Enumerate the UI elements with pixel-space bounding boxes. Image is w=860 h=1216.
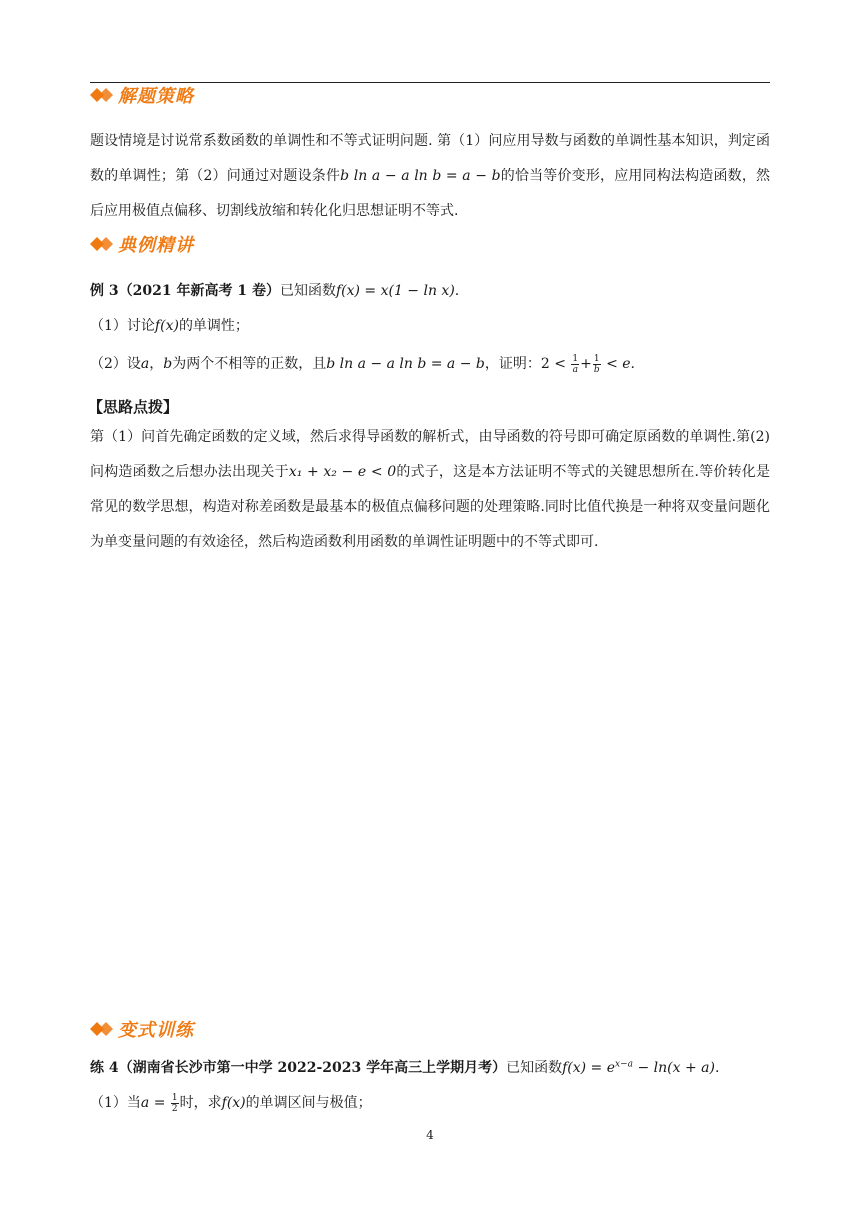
text-segment: . [714,1060,720,1076]
text-segment: （1）讨论 [90,318,155,334]
double-diamond-icon [90,87,114,103]
math-var-a: a [140,356,150,372]
text-segment: （2）设 [90,356,141,372]
page-number: 4 [426,1128,434,1142]
fraction-numerator: 1 [171,1092,178,1103]
fraction-denominator: 2 [171,1103,178,1114]
double-diamond-icon [90,236,114,252]
math-expression: x₁ + x₂ − e < 0 [288,464,397,480]
text-segment: 为两个不相等的正数，且 [172,356,327,372]
text-segment: 的恰当等价变形，应用同构法构造函数，然后应用极值点偏移、切割线放缩和转化化归思想证明不等式. [90,168,771,219]
text-segment: 已知函数 [506,1060,563,1076]
fraction-numerator: 1 [593,353,600,364]
math-exponent: x−a [615,1059,634,1070]
math-condition: b ln a − a ln b = a − b [340,168,501,184]
example3-question1 [90,315,249,335]
idea-paragraph [90,420,770,560]
section-heading-practice [90,1016,194,1042]
math-fx: f(x) [154,318,179,334]
double-diamond-icon [90,1021,114,1037]
math-equation: a = [140,1095,166,1111]
text-segment: 的式子，这是本方法证明不等式的关键思想所在.等价转化是常见的数学思想，构造对称差函数是最基本的极值点偏移问题的处理策略.同时比值代换是一种将双变量问题化为单变量问题的有效途径，然后构造函数利用函数的单调性证明题中的不等式即可. [90,464,770,550]
fraction-denominator: a [572,364,578,375]
math-plus: + [580,356,592,372]
section-heading-example [90,231,194,257]
example3-statement [90,280,459,300]
math-inequality-end: < e. [606,356,636,372]
math-function: f(x) = x(1 − ln x) [335,283,455,299]
text-segment: （1）当 [90,1095,141,1111]
fraction-1-over-a [571,354,579,375]
math-function-lhs: f(x) = e [562,1060,616,1076]
text-segment: . [454,283,460,299]
example-label: 例 3（2021 年新高考 1 卷） [90,283,280,299]
strategy-paragraph [90,124,770,229]
practice4-question1 [90,1092,372,1114]
text-segment: 第（1）问首先确定函数的定义域，然后求得导函数的解析式，由导函数的符号即可确定原函数的单调性.第(2)问构造函数之后想办法出现关于 [90,429,770,480]
text-segment: 题设情境是讨说常系数函数的单调性和不等式证明问题. 第（1）问应用导数与函数的单调性基本知识，判定函数的单调性；第（2）问通过对题设条件 [90,133,770,184]
text-segment: 时，求 [179,1095,222,1111]
text-segment: 的单调区间与极值； [245,1095,372,1111]
section-heading-strategy [90,82,194,108]
text-segment: ， [149,356,164,372]
math-var-b: b [163,356,173,372]
math-function-rhs: − ln(x + a) [633,1060,715,1076]
fraction-numerator: 1 [572,353,579,364]
fraction-denominator: b [593,364,600,375]
practice-label: 练 4（湖南省长沙市第一中学 2022-2023 学年高三上学期月考） [90,1060,507,1076]
math-inequality-start: 2 < [540,356,566,372]
section-title: 解题策略 [118,86,194,107]
example3-question2 [90,353,635,375]
idea-title: 【思路点拨】 [88,398,179,416]
text-segment: ，证明： [484,356,541,372]
math-condition: b ln a − a ln b = a − b [326,356,485,372]
math-fx: f(x) [221,1095,246,1111]
section-title: 典例精讲 [118,235,194,256]
fraction-one-half [171,1093,179,1114]
section-title: 变式训练 [118,1020,194,1041]
fraction-1-over-b [593,354,601,375]
text-segment: 的单调性； [178,318,249,334]
text-segment: 已知函数 [279,283,336,299]
practice4-statement [90,1057,719,1077]
